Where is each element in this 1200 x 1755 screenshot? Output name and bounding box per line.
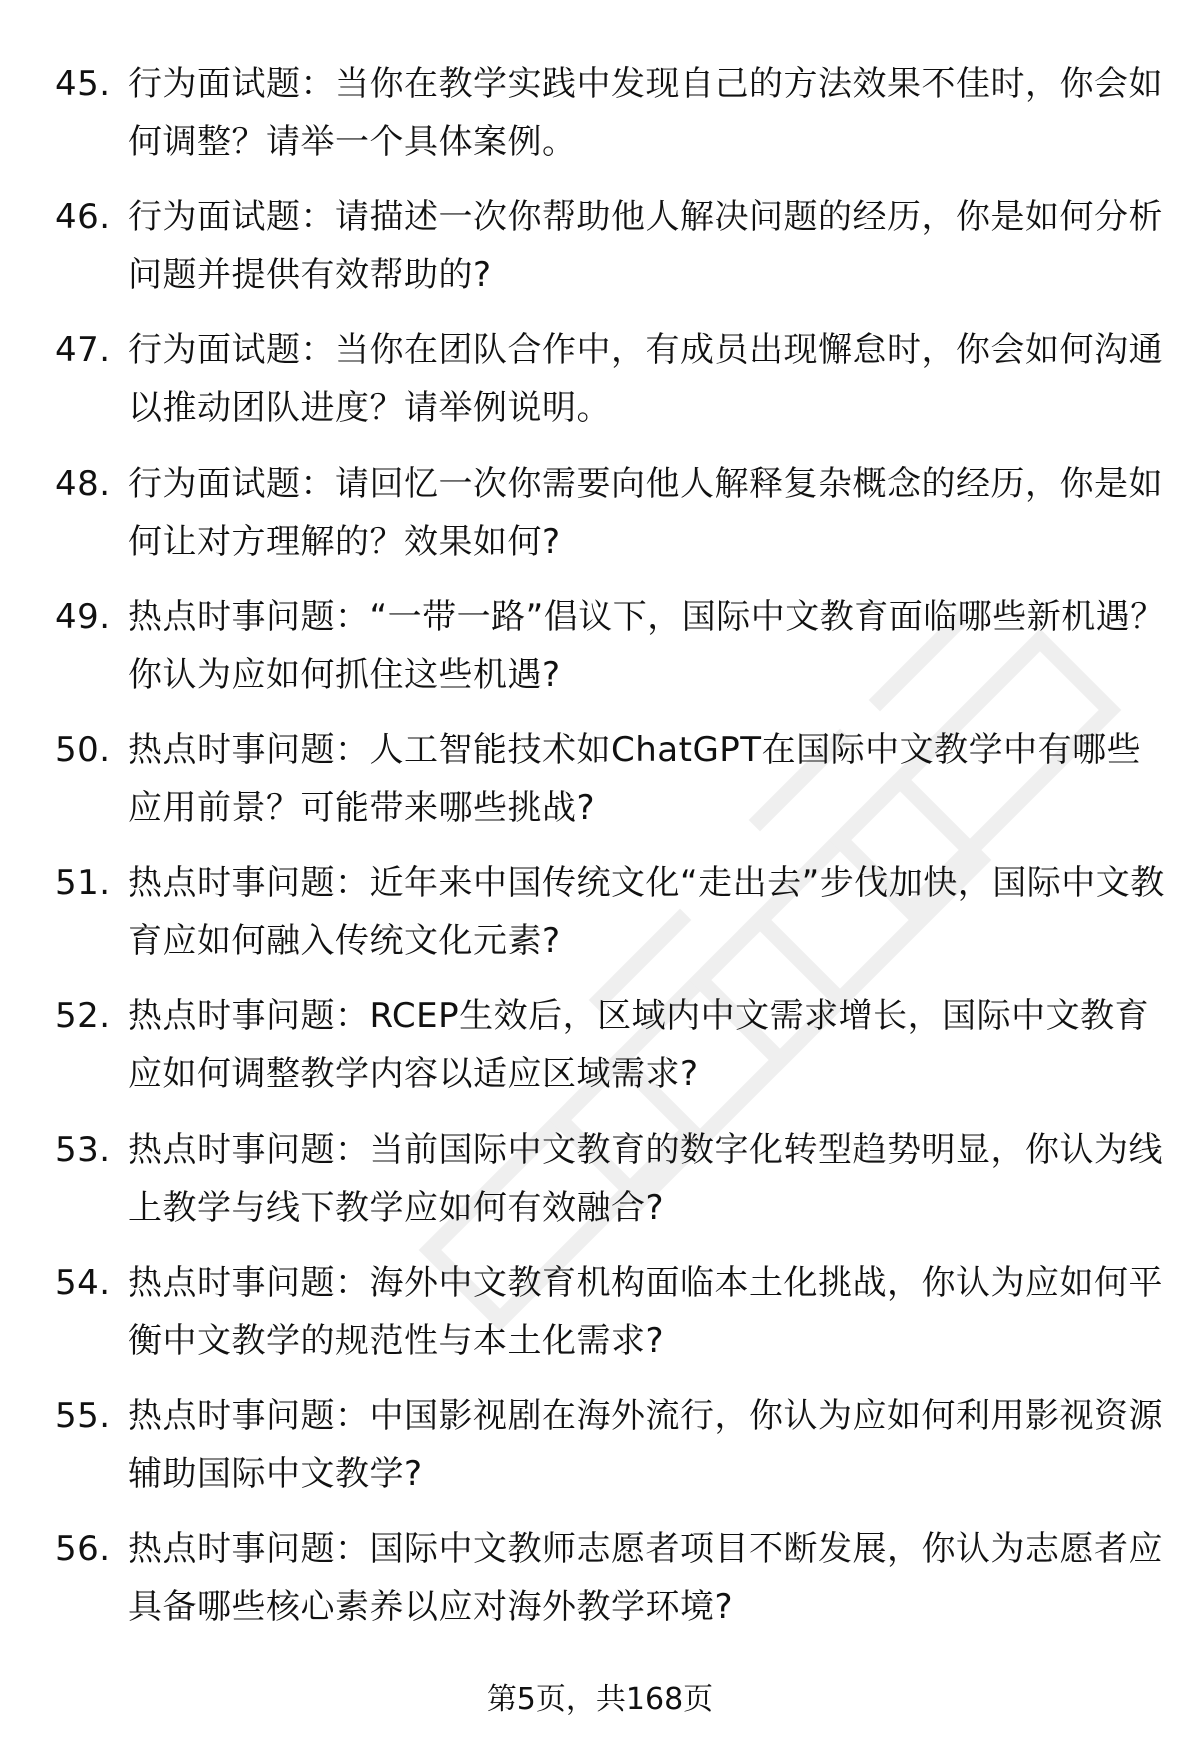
question-text: 行为面试题：当你在教学实践中发现自己的方法效果不佳时，你会如何调整？请举一个具体案例。 (128, 64, 1163, 162)
question-text: 热点时事问题：国际中文教师志愿者项目不断发展，你认为志愿者应具备哪些核心素养以应对海外教学环境? (128, 1529, 1163, 1628)
list-item (55, 721, 1165, 837)
question-text: 热点时事问题：“一带一路”倡议下，国际中文教育面临哪些新机遇？你认为应如何抓住这些机遇? (128, 596, 1165, 695)
page-footer (0, 1680, 1200, 1720)
list-item (55, 1121, 1165, 1237)
list-item (55, 987, 1165, 1103)
question-number: 47. (55, 330, 111, 371)
list-item (55, 455, 1165, 571)
question-number: 50. (55, 729, 111, 770)
question-number: 54. (55, 1262, 111, 1303)
question-number: 49. (55, 596, 111, 637)
question-number: 48. (55, 463, 111, 504)
question-text: 行为面试题：请描述一次你帮助他人解决问题的经历，你是如何分析问题并提供有效帮助的? (128, 197, 1163, 296)
question-number: 51. (55, 863, 111, 904)
question-text: 行为面试题：当你在团队合作中，有成员出现懈怠时，你会如何沟通以推动团队进度？请举例说明。 (128, 330, 1163, 429)
question-number: 52. (55, 996, 111, 1037)
question-number: 45. (55, 64, 111, 104)
question-text: 热点时事问题：近年来中国传统文化“走出去”步伐加快，国际中文教育应如何融入传统文化元素? (128, 863, 1165, 962)
list-item (55, 854, 1165, 970)
list-item (55, 1254, 1165, 1370)
question-text: 热点时事问题：当前国际中文教育的数字化转型趋势明显，你认为线上教学与线下教学应如何有效融合? (128, 1129, 1163, 1228)
list-item (55, 1387, 1165, 1503)
page-number-label: 第5页，共168页 (486, 1682, 714, 1717)
question-text: 行为面试题：请回忆一次你需要向他人解释复杂概念的经历，你是如何让对方理解的？效果如何? (128, 463, 1163, 562)
list-item (55, 188, 1165, 304)
question-number: 56. (55, 1529, 111, 1570)
question-number: 53. (55, 1129, 111, 1170)
question-list (55, 55, 1165, 1653)
question-number: 55. (55, 1395, 111, 1436)
list-item (55, 321, 1165, 437)
question-text: 热点时事问题：RCEP生效后，区域内中文需求增长，国际中文教育应如何调整教学内容以适应区域需求? (128, 996, 1150, 1095)
question-text: 热点时事问题：中国影视剧在海外流行，你认为应如何利用影视资源辅助国际中文教学? (128, 1395, 1163, 1494)
list-item (55, 588, 1165, 704)
question-text: 热点时事问题：海外中文教育机构面临本土化挑战，你认为应如何平衡中文教学的规范性与本土化需求? (128, 1262, 1163, 1361)
question-text: 热点时事问题：人工智能技术如ChatGPT在国际中文教学中有哪些应用前景？可能带来哪些挑战? (128, 729, 1142, 828)
question-number: 46. (55, 197, 111, 238)
list-item (55, 55, 1165, 171)
list-item (55, 1520, 1165, 1636)
